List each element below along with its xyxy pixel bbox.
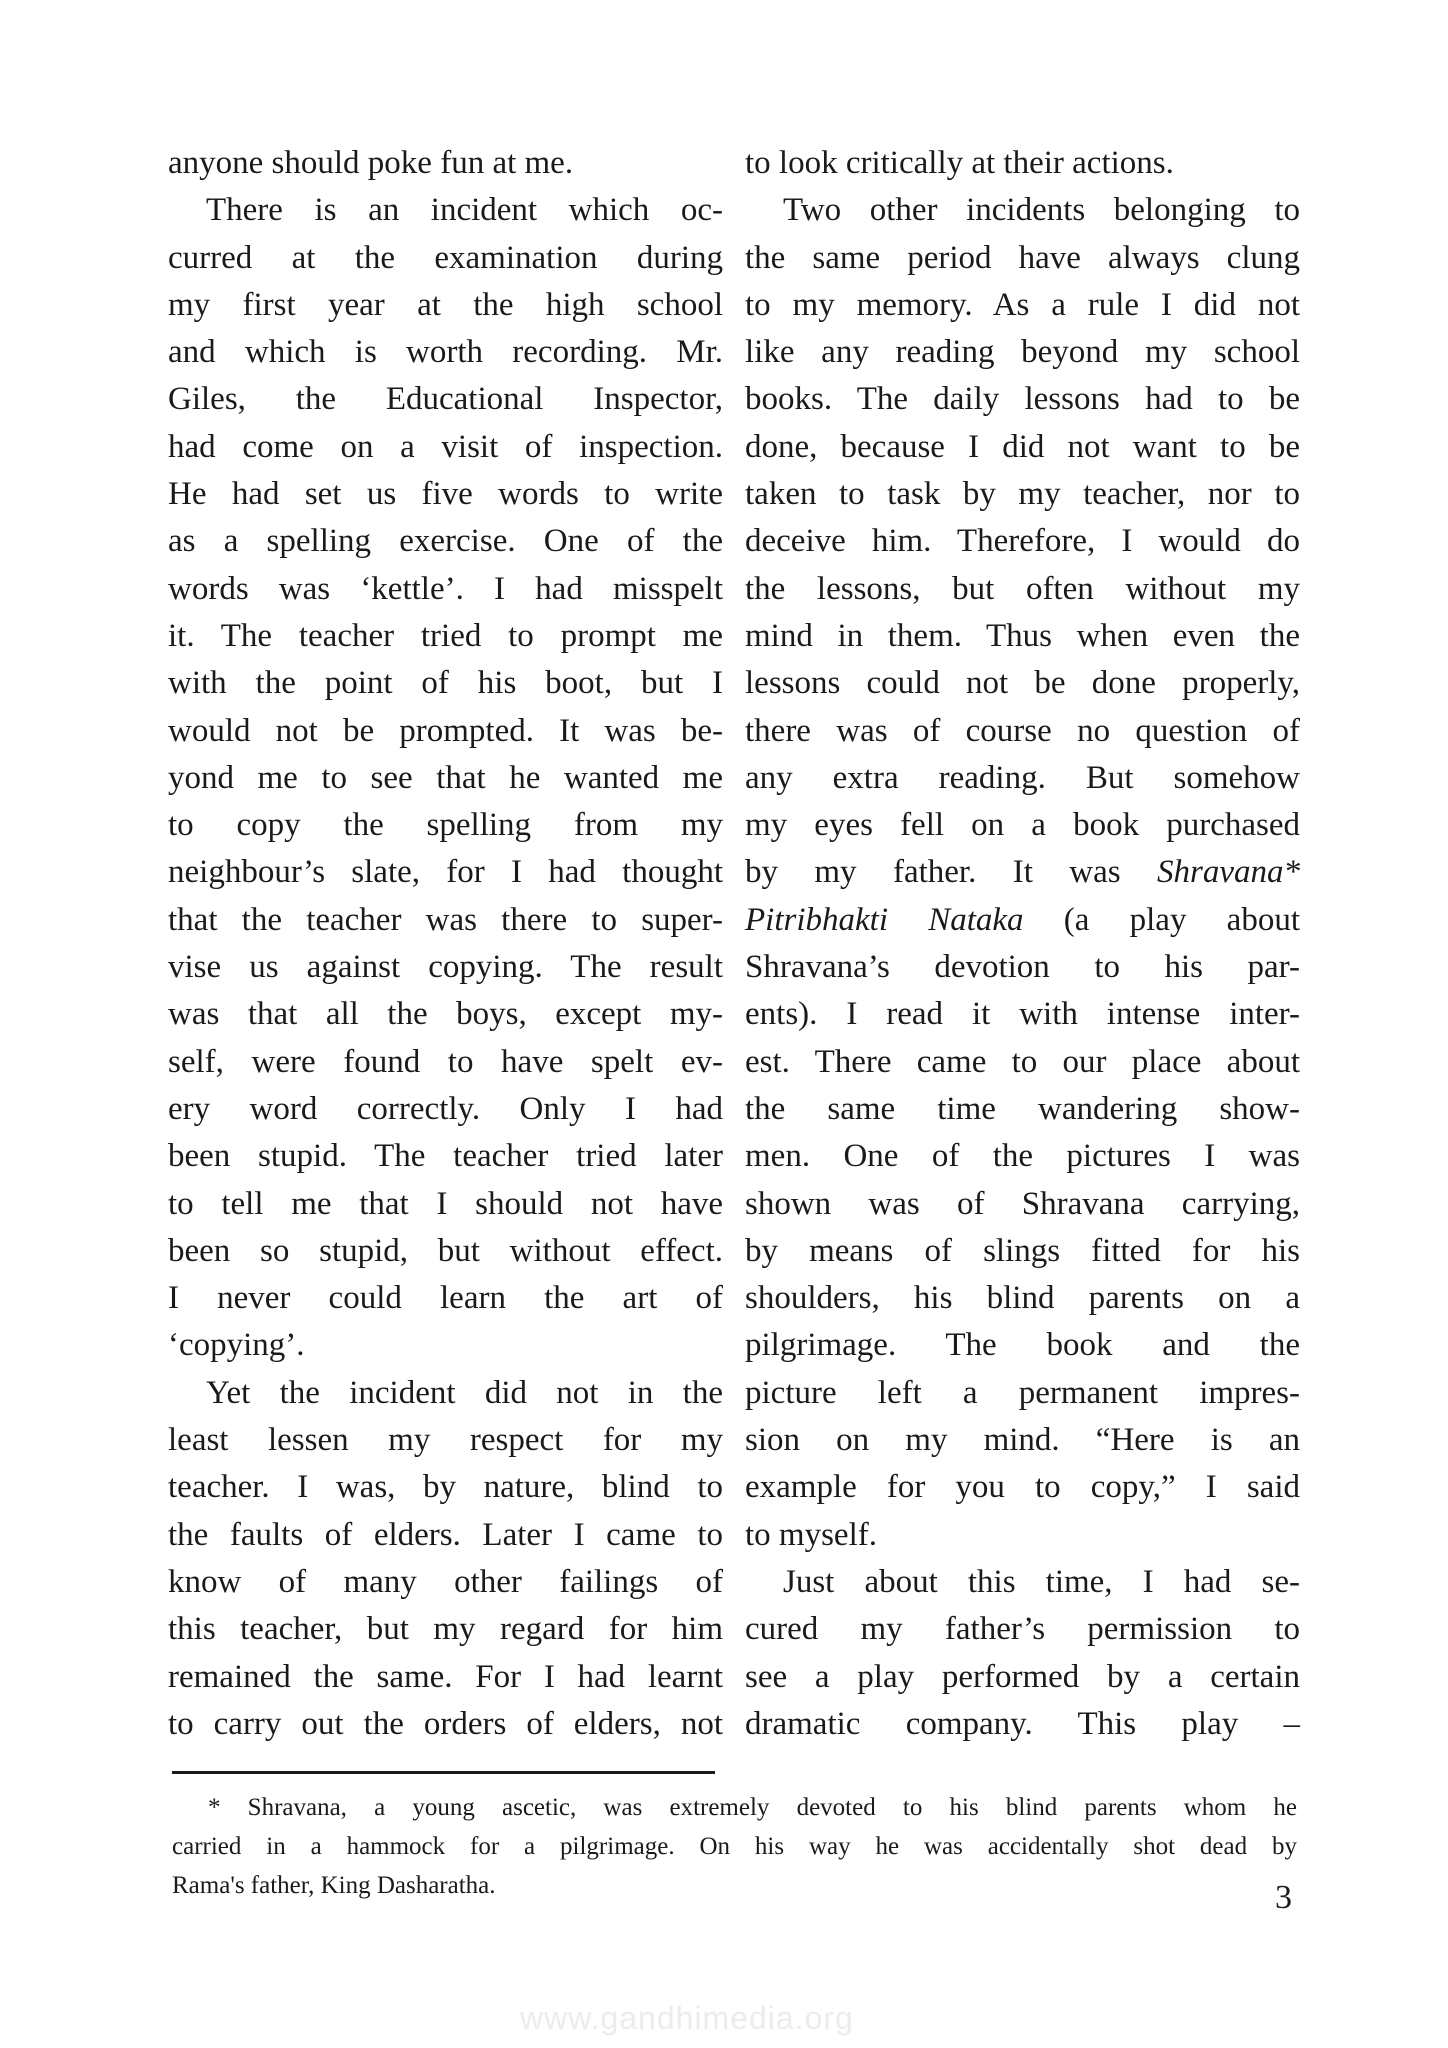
text-line: the faults of elders. Later I came to: [168, 1516, 723, 1553]
text-line: ‘copying’.: [168, 1327, 305, 1364]
text-line: mind in them. Thus when even the: [745, 617, 1300, 654]
text-line: deceive him. Therefore, I would do: [745, 523, 1300, 560]
text-line: was that all the boys, except my-: [168, 996, 723, 1033]
text-line: men. One of the pictures I was: [745, 1138, 1300, 1175]
text-line: to my memory. As a rule I did not: [745, 286, 1300, 323]
text-line: by means of slings fitted for his: [745, 1232, 1300, 1269]
text-line: There is an incident which oc-: [206, 192, 723, 229]
text-line: anyone should poke fun at me.: [168, 145, 574, 181]
text-line: it. The teacher tried to prompt me: [168, 617, 723, 654]
text-line: least lessen my respect for my: [168, 1422, 723, 1459]
text-line: Two other incidents belonging to: [783, 192, 1300, 229]
text-line: any extra reading. But somehow: [745, 759, 1300, 796]
footnote-line: carried in a hammock for a pilgrimage. On his way he was accidentally shot dead by: [172, 1833, 1297, 1860]
text-line: with the point of his boot, but I: [168, 665, 723, 702]
text-line: my first year at the high school: [168, 286, 723, 323]
text-line: dramatic company. This play –: [745, 1705, 1300, 1742]
text-line: self, were found to have spelt ev-: [168, 1043, 723, 1080]
text-line: words was ‘kettle’. I had misspelt: [168, 570, 723, 607]
text-line: pilgrimage. The book and the: [745, 1327, 1300, 1364]
footnote: [172, 1788, 1297, 1905]
text-line: to myself.: [745, 1516, 877, 1553]
italic-title: Pitribhakti Nataka: [745, 901, 1024, 938]
text-line: picture left a permanent impres-: [745, 1374, 1300, 1411]
watermark-text: www.gandhimedia.org: [520, 2000, 854, 2036]
line-text: by my father. It was: [745, 854, 1157, 891]
text-line: example for you to copy,” I said: [745, 1469, 1300, 1506]
page-number: 3: [1275, 1879, 1292, 1916]
right-text-column: [745, 140, 1300, 1748]
text-line: know of many other failings of: [168, 1563, 723, 1600]
text-line: that the teacher was there to super-: [168, 901, 723, 938]
text-line: Giles, the Educational Inspector,: [168, 381, 723, 418]
italic-title: Shravana*: [1157, 854, 1300, 891]
text-line: Just about this time, I had se-: [783, 1563, 1300, 1600]
text-line: would not be prompted. It was be-: [168, 712, 723, 749]
text-line: books. The daily lessons had to be: [745, 381, 1300, 418]
text-line: vise us against copying. The result: [168, 949, 723, 986]
footnote-divider: [172, 1771, 715, 1774]
text-line: taken to task by my teacher, nor to: [745, 476, 1300, 513]
text-line: to look critically at their actions.: [745, 145, 1174, 181]
text-line: cured my father’s permission to: [745, 1611, 1300, 1648]
text-line: curred at the examination during: [168, 239, 723, 276]
text-line: done, because I did not want to be: [745, 428, 1300, 465]
text-line: been so stupid, but without effect.: [168, 1232, 723, 1269]
text-line: [745, 849, 1300, 896]
text-line: shoulders, his blind parents on a: [745, 1280, 1300, 1317]
text-line: I never could learn the art of: [168, 1280, 723, 1317]
text-line: the lessons, but often without my: [745, 570, 1300, 607]
text-line: to copy the spelling from my: [168, 807, 723, 844]
text-line: and which is worth recording. Mr.: [168, 334, 723, 371]
text-line: teacher. I was, by nature, blind to: [168, 1469, 723, 1506]
text-line: est. There came to our place about: [745, 1043, 1300, 1080]
footnote-line: Rama's father, King Dasharatha.: [172, 1872, 496, 1899]
text-line: ents). I read it with intense inter-: [745, 996, 1300, 1033]
text-line: neighbour’s slate, for I had thought: [168, 854, 723, 891]
text-line: the same time wandering show-: [745, 1090, 1300, 1127]
text-line: Yet the incident did not in the: [206, 1374, 723, 1411]
text-line: ery word correctly. Only I had: [168, 1090, 723, 1127]
text-line: to carry out the orders of elders, not: [168, 1705, 723, 1742]
text-line: to tell me that I should not have: [168, 1185, 723, 1222]
text-line: like any reading beyond my school: [745, 334, 1300, 371]
text-line: had come on a visit of inspection.: [168, 428, 723, 465]
text-line: been stupid. The teacher tried later: [168, 1138, 723, 1175]
text-line: see a play performed by a certain: [745, 1658, 1300, 1695]
text-line: as a spelling exercise. One of the: [168, 523, 723, 560]
text-line: lessons could not be done properly,: [745, 665, 1300, 702]
text-line: there was of course no question of: [745, 712, 1300, 749]
text-line: yond me to see that he wanted me: [168, 759, 723, 796]
text-line: the same period have always clung: [745, 239, 1300, 276]
text-line: this teacher, but my regard for him: [168, 1611, 723, 1648]
text-line: shown was of Shravana carrying,: [745, 1185, 1300, 1222]
footnote-line: * Shravana, a young ascetic, was extremely devoted to his blind parents whom he: [208, 1794, 1297, 1821]
text-line: Shravana’s devotion to his par-: [745, 949, 1300, 986]
line-text: (a play about: [1023, 901, 1300, 938]
left-text-column: [168, 140, 723, 1748]
text-line: He had set us five words to write: [168, 476, 723, 513]
text-line: remained the same. For I had learnt: [168, 1658, 723, 1695]
text-line: [745, 897, 1300, 944]
text-line: sion on my mind. “Here is an: [745, 1422, 1300, 1459]
text-line: my eyes fell on a book purchased: [745, 807, 1300, 844]
